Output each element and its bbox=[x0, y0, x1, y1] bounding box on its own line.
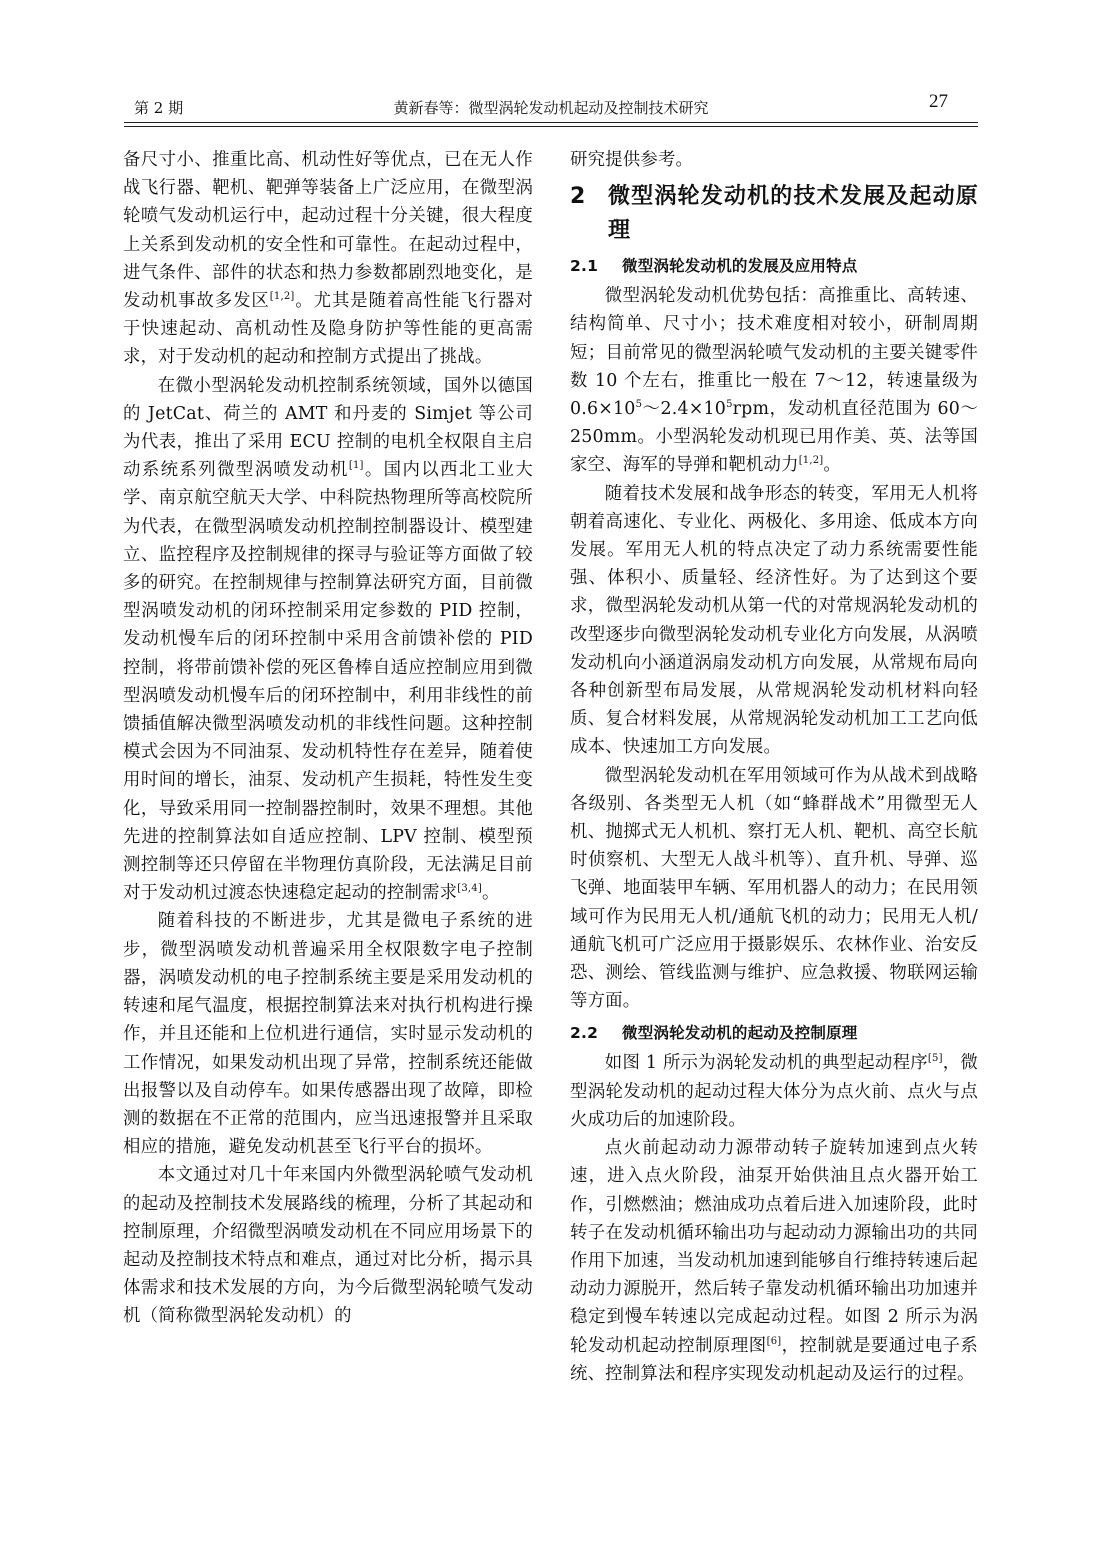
text: 。尤其是随着高性能飞行器对于快速起动、高机动性及隐身防护等性能的更高需求，对于发动机的起动和控制方式提出了挑战。 bbox=[123, 291, 533, 368]
text: 。 bbox=[823, 455, 841, 476]
citation: [6] bbox=[766, 1335, 782, 1347]
subsection-title: 微型涡轮发动机的发展及应用特点 bbox=[622, 257, 858, 276]
paragraph: 本文通过对几十年来国内外微型涡轮喷气发动机的起动及控制技术发展路线的梳理，分析了其起动和控制原理，介绍微型涡喷发动机在不同应用场景下的起动及控制技术特点和难点，通过对比分析，揭示具体需求和技术发展的方向，为今后微型涡轮喷气发动机（简称微型涡轮发动机）的 bbox=[123, 1165, 533, 1327]
paragraph: 随着科技的不断进步，尤其是微电子系统的进步，微型涡喷发动机普遍采用全权限数字电子控制器，涡喷发动机的电子控制系统主要是采用发动机的转速和尾气温度，根据控制算法来对执行机构进行操作，并且还能和上位机进行通信，实时显示发动机的工作情况，如果发动机出现了异常，控制系统还能做出报警以及自动停车。如果传感器出现了故障，即检测的数据在不正常的范围内，应当迅速报警并且采取相应的措施，避免发动机甚至飞行平台的损坏。 bbox=[123, 911, 533, 1158]
section-title: 微型涡轮发动机的技术发展及起动原理 bbox=[608, 184, 978, 244]
citation: [1,2] bbox=[269, 291, 295, 303]
text: 。 bbox=[481, 883, 500, 904]
text: ～2.4×10 bbox=[642, 399, 727, 420]
right-column bbox=[570, 146, 978, 1388]
text: 微型涡轮发动机优势包括：高推重比、高转速、结构简单、尺寸小；技术难度相对较小，研制周期短；目前常见的微型涡轮喷气发动机的主要关键零件数 10 个左右，推重比一般在 7～12，转速量级为 0.6×10 bbox=[570, 286, 978, 420]
exponent: 5 bbox=[635, 399, 643, 411]
text: 。国内以西北工业大学、南京航空航天大学、中科院热物理所等高校院所为代表，在微型涡喷发动机控制控制器设计、模型建立、监控程序及控制规律的探寻与验证等方面做了较多的研究。在控制规律与控制算法研究方面，目前微型涡喷发动机的闭环控制采用定参数的 PID 控制，发动机慢车后的闭环控制中采用含前馈补偿的 PID 控制，将带前馈补偿的死区鲁棒自适应控制应用到微型涡喷发动机慢车后的闭环控制中，利用非线性的前馈插值解决微型涡喷发动机的非线性问题。这种控制模式会因为不同油泵、发动机特性存在差异，随着使用时间的增长，油泵、发动机产生损耗，特性发生变化，导致采用同一控制器控制时，效果不理想。其他先进的控制算法如自适应控制、LPV 控制、模型预测控制等还只停留在半物理仿真阶段，无法满足目前对于发动机过渡态快速稳定起动的控制需求 bbox=[123, 460, 533, 904]
paragraph bbox=[123, 146, 533, 372]
header-rule-thin bbox=[124, 126, 978, 127]
subsection-title: 微型涡轮发动机的起动及控制原理 bbox=[622, 1024, 858, 1043]
text: ，控制就是要通过电子系统、控制算法和程序实现发动机起动及运行的过程。 bbox=[570, 1335, 979, 1384]
paragraph bbox=[570, 1049, 978, 1134]
citation: [1] bbox=[348, 460, 364, 472]
page-number: 27 bbox=[929, 91, 948, 112]
paragraph: 研究提供参考。 bbox=[570, 150, 694, 170]
section-heading bbox=[570, 180, 978, 248]
text: 如图 1 所示为涡轮发动机的典型起动程序 bbox=[604, 1053, 928, 1074]
subsection-heading bbox=[570, 1019, 978, 1047]
text: 在微小型涡轮发动机控制系统领域，国外以德国的 JetCat、荷兰的 AMT 和丹麦的 Simjet 等公司为代表，推出了采用 ECU 控制的电机全权限自主启动系统系列微型涡喷发动机 bbox=[123, 375, 533, 481]
subsection-number: 2.2 bbox=[570, 1024, 599, 1043]
paragraph bbox=[570, 282, 978, 479]
paragraph: 微型涡轮发动机在军用领域可作为从战术到战略各级别、各类型无人机（如“蜂群战术”用微型无人机、抛掷式无人机机、察打无人机、靶机、高空长航时侦察机、大型无人战斗机等）、直升机、导弹、巡飞弹、地面装甲车辆、军用机器人的动力；在民用领域可作为民用无人机/通航飞机的动力；民用无人机/通航飞机可广泛应用于摄影娱乐、农林作业、治安反恐、测绘、管线监测与维护、应急救援、物联网运输等方面。 bbox=[570, 765, 978, 1012]
text: 点火前起动动力源带动转子旋转加速到点火转速，进入点火阶段，油泵开始供油且点火器开始工作，引燃燃油；燃油成功点着后进入加速阶段，此时转子在发动机循环输出功与起动动力源输出功的共同作用下加速，当发动机加速到能够自行维持转速后起动动力源脱开，然后转子靠发动机循环输出功加速并稳定到慢车转速以完成起动过程。如图 2 所示为涡轮发动机起动控制原理图 bbox=[570, 1138, 978, 1356]
text: 备尺寸小、推重比高、机动性好等优点，已在无人作战飞行器、靶机、靶弹等装备上广泛应用，在微型涡轮喷气发动机运行中，起动过程十分关键，很大程度上关系到发动机的安全性和可靠性。在起动过程中，进气条件、部件的状态和热力参数都剧烈地变化，是发动机事故多发区 bbox=[123, 150, 533, 312]
paragraph: 随着技术发展和战争形态的转变，军用无人机将朝着高速化、专业化、两极化、多用途、低成本方向发展。军用无人机的特点决定了动力系统需要性能强、体积小、质量轻、经济性好。为了达到这个要求，微型涡轮发动机从第一代的对常规涡轮发动机的改型逐步向微型涡轮发动机专业化方向发展，从涡喷发动机向小涵道涡扇发动机方向发展，从常规布局向各种创新型布局发展，从常规涡轮发动机材料向轻质、复合材料发展，从常规涡轮发动机加工工艺向低成本、快速加工方向发展。 bbox=[570, 483, 978, 758]
citation: [3,4] bbox=[457, 883, 482, 895]
issue-label: 第 2 期 bbox=[134, 99, 184, 117]
section-number: 2 bbox=[570, 184, 586, 210]
running-header bbox=[124, 91, 978, 120]
text: ，微型涡轮发动机的起动过程大体分为点火前、点火与点火成功后的加速阶段。 bbox=[570, 1053, 978, 1130]
citation: [1,2] bbox=[798, 455, 824, 467]
citation: [5] bbox=[927, 1053, 943, 1065]
exponent: 5 bbox=[726, 399, 733, 411]
text: rpm，发动机直径范围为 60～250mm。小型涡轮发动机现已用作美、英、法等国家空、海军的导弹和靶机动力 bbox=[570, 399, 978, 476]
subsection-number: 2.1 bbox=[570, 257, 599, 276]
paragraph bbox=[123, 372, 533, 908]
left-column bbox=[123, 146, 533, 1331]
subsection-heading bbox=[570, 252, 978, 280]
header-rule-thick bbox=[124, 122, 978, 123]
paragraph bbox=[570, 1134, 978, 1388]
running-title: 黄新春等：微型涡轮发动机起动及控制技术研究 bbox=[393, 99, 709, 117]
